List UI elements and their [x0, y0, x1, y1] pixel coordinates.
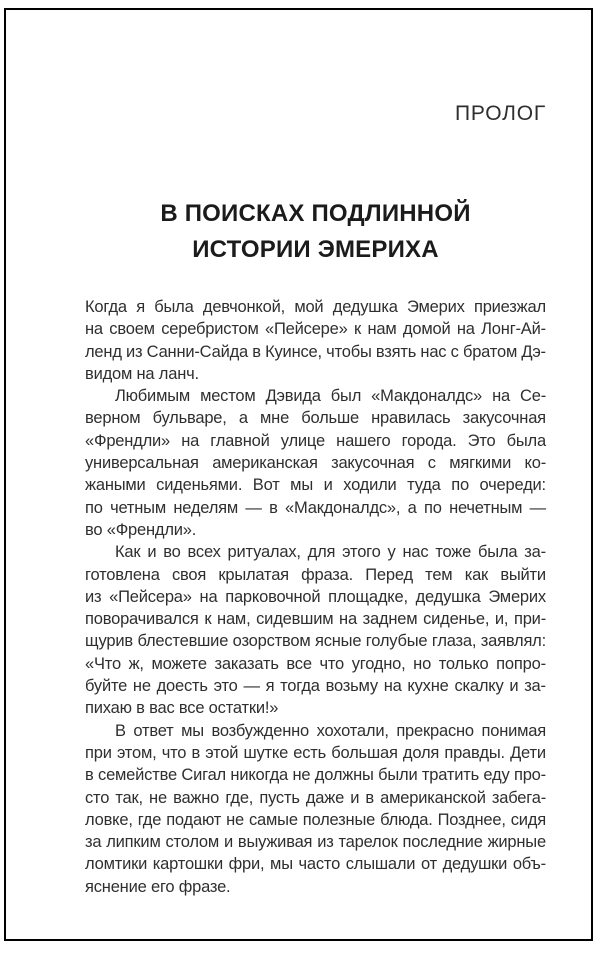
text-line: ленд из Санни-Сайда в Куинсе, чтобы взять нас с братом Дэ-: [85, 342, 546, 361]
text-line: ломтики картошки фри, мы часто слышали от дедушки объ-: [85, 855, 546, 874]
text-line: готовлена своя крылатая фраза. Перед тем как выйти: [85, 565, 546, 584]
paragraph: [85, 720, 546, 898]
text-line: яснение его фразе.: [85, 877, 231, 896]
page-content: [85, 0, 546, 898]
text-line: видом на ланч.: [85, 364, 199, 383]
text-line: сто так, не важно где, пусть даже и в американской забега-: [85, 788, 546, 807]
chapter-title-line-1: В ПОИСКАХ ПОДЛИННОЙ: [160, 200, 471, 227]
text-line: Любимым местом Дэвида был «Макдоналдс» на Се-: [115, 387, 546, 406]
text-line: верном бульваре, а мне больше нравилась закусочная: [85, 409, 546, 428]
text-line: ловке, где подают не самые полезные блюда. Позднее, сидя: [85, 810, 546, 829]
chapter-title: [85, 196, 546, 268]
text-line: поворачивался к нам, сидевшим на заднем сиденье, и, при-: [85, 610, 546, 629]
text-line: В ответ мы возбужденно хохотали, прекрасно понимая: [115, 721, 546, 740]
paragraph: [85, 385, 546, 541]
text-line: на своем серебристом «Пейсере» к нам домой на Лонг-Ай-: [85, 320, 546, 339]
paragraph: [85, 541, 546, 719]
running-head: ПРОЛОГ: [454, 102, 546, 125]
text-line: жаными сиденьями. Вот мы и ходили туда по очереди:: [85, 476, 546, 495]
paragraph: [85, 296, 546, 385]
text-line: Когда я была девчонкой, мой дедушка Эмерих приезжал: [85, 298, 546, 316]
body-text: [85, 296, 546, 898]
text-line: по четным неделям — в «Макдоналдс», а по нечетным —: [85, 498, 546, 517]
text-line: «Френдли» на главной улице нашего города. Это была: [85, 431, 546, 450]
text-line: при этом, что в этой шутке есть большая доля правды. Дети: [85, 743, 546, 762]
text-line: щурив блестевшие озорством ясные голубые глаза, заявлял:: [85, 632, 546, 651]
text-line: из «Пейсера» на парковочной площадке, дедушка Эмерих: [85, 587, 546, 606]
text-line: Как и во всех ритуалах, для этого у нас тоже была за-: [115, 543, 546, 562]
text-line: буйте не доесть это — я тогда возьму на кухне скалку и за-: [85, 677, 546, 696]
text-line: пихаю в вас все остатки!»: [85, 699, 279, 718]
text-line: «Что ж, можете заказать все что угодно, но только попро-: [85, 654, 546, 673]
text-line: во «Френдли».: [85, 520, 197, 539]
text-line: за липким столом и выуживая из тарелок последние жирные: [85, 833, 546, 852]
text-line: в семействе Сигал никогда не должны были тратить еду про-: [85, 766, 546, 785]
text-line: универсальная американская закусочная с мягкими ко-: [85, 454, 546, 473]
chapter-title-line-2: ИСТОРИИ ЭМЕРИХА: [192, 236, 439, 263]
